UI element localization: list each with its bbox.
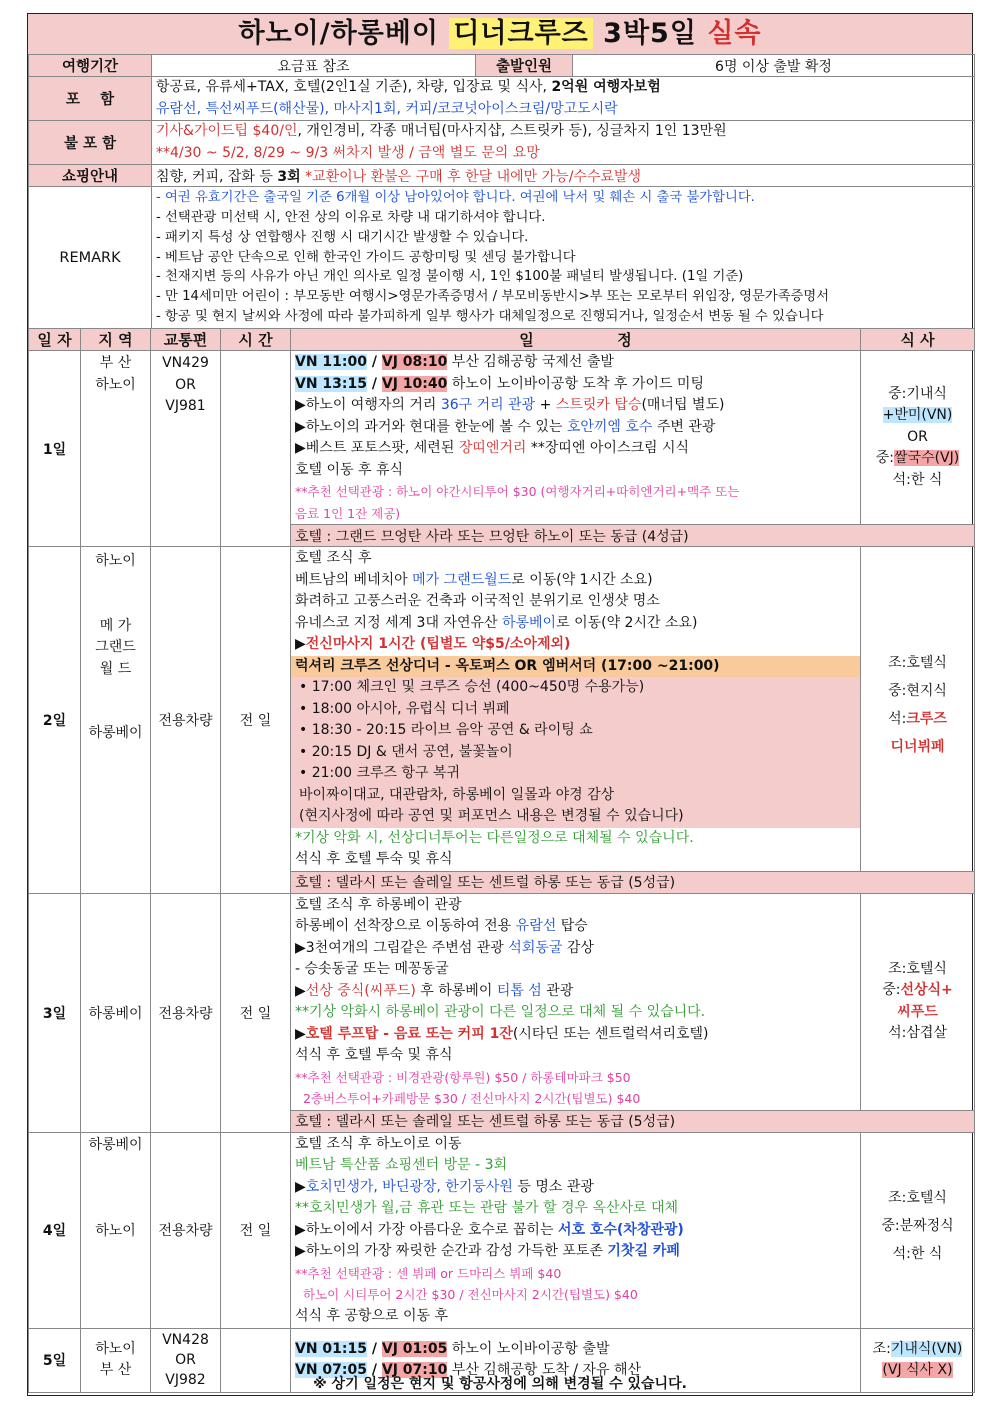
day1-line2-text: 하노이 노이바이공항 도착 후 가이드 미팅 [447, 375, 704, 392]
meal: 중:현지식 [888, 682, 947, 699]
t: 전신마사지 1시간 (팁별도 약$5/소아제외) [305, 636, 571, 652]
region: 부 산 [99, 1362, 132, 1378]
meal: 석:한 식 [892, 471, 943, 488]
region: 하노이 [95, 1222, 136, 1239]
meal: 중: [882, 982, 901, 998]
day3-row [29, 893, 975, 1110]
t: **기상 악화시 하롱베이 관광이 다른 일정으로 대체 될 수 있습니다. [295, 1004, 706, 1020]
t: 하롱베이 선착장으로 이동하여 전용 [295, 918, 516, 934]
region: 하롱베이 [88, 725, 143, 741]
sep: / [367, 1340, 382, 1357]
t: • 18:30 - 20:15 라이브 음악 공연 & 라이팅 쇼 [299, 722, 593, 738]
day5-vj-dep: VJ 01:05 [381, 1340, 448, 1357]
day2-transport: 전용차량 [151, 547, 221, 894]
day1-vj-dep: VJ 08:10 [381, 354, 448, 370]
day4-meal [861, 1132, 975, 1328]
exclude-line1b: , 개인경비, 각종 매너팁(마사지샵, 스트릿카 등), 싱글차지 1인 13만원 [297, 123, 727, 139]
t: 선상 중식(씨푸드) [305, 982, 416, 999]
meal: 디너뷔페 [890, 738, 945, 755]
shop-c: *교환이나 환불은 구매 후 한달 내에만 가능/수수료발생 [300, 168, 642, 185]
t: 하롱베이 [501, 614, 557, 631]
footer-note: ※ 상기 일정은 현지 및 항공사정에 의해 변경될 수 있습니다. [313, 1376, 687, 1392]
day3-hotel: 호텔 : 델라시 또는 솔레일 또는 센트럴 하롱 또는 동급 (5성급) [291, 1110, 975, 1132]
meal: 조: [872, 1340, 891, 1357]
sep: / [367, 354, 382, 370]
t: 관광 [541, 982, 574, 999]
day3-time: 전 일 [221, 893, 291, 1132]
meal: 조:호텔식 [888, 1190, 947, 1206]
day3-schedule [291, 893, 861, 1110]
info-table [28, 54, 975, 329]
day3-transport: 전용차량 [151, 893, 221, 1132]
day3-label: 3일 [29, 893, 81, 1132]
t: 36구 거리 관광 [440, 397, 536, 413]
title-part2: 3박5일 [592, 18, 708, 49]
t: 석식 후 공항으로 이동 후 [295, 1307, 449, 1324]
day4-label: 4일 [29, 1132, 81, 1328]
day2-row [29, 547, 975, 872]
period-label: 여행기간 [29, 55, 152, 77]
header-time: 시 간 [221, 329, 291, 351]
remark-label: REMARK [29, 187, 152, 329]
t: ▶하노이 여행자의 거리 [295, 397, 441, 413]
t: 호텔 루프탑 - 음료 또는 커피 1잔 [305, 1025, 513, 1042]
day2-hotel: 호텔 : 델라시 또는 솔레일 또는 센트럴 하롱 또는 동급 (5성급) [291, 871, 975, 893]
day1-region1: 부 산 [99, 355, 132, 371]
t: 감상 [562, 939, 594, 956]
t: 베트남 특산품 쇼핑센터 방문 - 3회 [295, 1157, 508, 1173]
sep: / [367, 375, 382, 392]
t: ▶베스트 포토스팟, 세련된 [295, 440, 459, 456]
day1-label: 1일 [29, 351, 81, 547]
meal: 선상식+ [900, 982, 953, 998]
include-line1b: 2억원 여행자보험 [551, 79, 661, 95]
meal: 중: [875, 450, 895, 467]
day4-transport: 전용차량 [151, 1132, 221, 1328]
header-day: 일 자 [29, 329, 81, 351]
day1-vn-arr: VN 13:15 [295, 375, 367, 392]
t: 메가 그랜드월드 [412, 571, 512, 588]
meal: 크루즈 [906, 710, 947, 727]
day2-label: 2일 [29, 547, 81, 894]
region: 메 가 [99, 617, 132, 634]
meal: 석:삼겹살 [888, 1025, 947, 1041]
day4-region [81, 1132, 151, 1328]
day3-region: 하롱베이 [81, 893, 151, 1132]
t: ▶ [295, 1178, 306, 1195]
t: 티톱 섬 [496, 982, 542, 999]
title-part1: 하노이/하롱베이 [238, 18, 450, 49]
t: **장띠엔 아이스크림 시식 [526, 440, 690, 456]
day2-cruise-title: 럭셔리 크루즈 선상디너 - 옥토퍼스 OR 엠버서더 (17:00 ~21:00) [291, 656, 860, 678]
t: 후 하롱베이 [415, 982, 497, 999]
remark-list [152, 187, 975, 329]
t: 호안끼엠 호수 [566, 418, 653, 435]
meal: 기내식(VN) [890, 1340, 963, 1357]
include-value [152, 77, 975, 121]
remark-item: - 패키지 특성 상 연합행사 진행 시 대기시간 발생할 수 있습니다. [156, 229, 529, 245]
t: 호텔 조식 후 하노이로 이동 [295, 1135, 462, 1152]
title-highlight: 디너크루즈 [449, 18, 592, 49]
t: 부산 김해공항 도착 / 자유 해산 [447, 1362, 642, 1378]
day5-vn-arr: VN 07:05 [295, 1362, 367, 1378]
day1-time [221, 351, 291, 547]
t: ▶하노이의 가장 짜릿한 순간과 감성 가득한 포토존 [295, 1243, 608, 1259]
day1-row [29, 351, 975, 525]
day2-region [81, 547, 151, 894]
day1-line6: 호텔 이동 후 휴식 [295, 461, 404, 478]
flight: VN428 [162, 1332, 209, 1348]
t: - 승솟동굴 또는 메꽁동굴 [295, 961, 449, 977]
shop-label: 쇼핑안내 [29, 165, 152, 187]
t: 유네스코 지정 세계 3대 자연유산 [295, 614, 502, 631]
day4-schedule [291, 1132, 861, 1328]
header-transport: 교통편 [151, 329, 221, 351]
region: 월 드 [99, 660, 132, 677]
exclude-value [152, 121, 975, 165]
t: 기찻길 카페 [607, 1243, 680, 1259]
day4-row [29, 1132, 975, 1328]
t: • 21:00 크루즈 항구 복귀 [299, 765, 461, 781]
t: 하노이 노이바이공항 출발 [447, 1340, 610, 1357]
shop-b: 3회 [277, 168, 301, 185]
day1-region2: 하노이 [95, 376, 136, 393]
day1-region [81, 351, 151, 547]
meal: 쌀국수(VJ) [894, 450, 960, 467]
remark-item: - 베트남 공안 단속으로 인해 한국인 가이드 공항미팅 및 센딩 불가합니다 [156, 249, 576, 265]
t: ▶3천여개의 그림같은 주변섬 관광 [295, 939, 509, 956]
page-title [28, 14, 972, 55]
header-schedule: 일 정 [291, 329, 861, 351]
day1-meal [861, 351, 975, 525]
t: 로 이동(약 2시간 소요) [556, 614, 698, 631]
t: ▶ [295, 636, 306, 652]
day1-flight2: VJ981 [165, 398, 206, 414]
t: 호텔 조식 후 [295, 550, 372, 566]
t: (현지사정에 따라 공연 및 퍼포먼스 내용은 변경될 수 있습니다) [299, 808, 684, 824]
day1-option: **추천 선택관광 : 하노이 야간시티투어 $30 (여행자거리+따히엔거리+맥주 또는 [295, 484, 740, 499]
pax-label: 출발인원 [476, 55, 573, 77]
day2-meal [861, 547, 975, 872]
pax-value: 6명 이상 출발 확정 [573, 55, 975, 77]
meal: 조:호텔식 [888, 654, 947, 671]
day5-label: 5일 [29, 1328, 81, 1392]
day1-schedule [291, 351, 861, 525]
t: 석식 후 호텔 투숙 및 휴식 [295, 1047, 453, 1063]
t: • 17:00 체크인 및 크루즈 승선 (400~450명 수용가능) [299, 679, 645, 695]
exclude-line2: **4/30 ~ 5/2, 8/29 ~ 9/3 써차지 발생 / 금액 별도 문의 요망 [156, 144, 540, 161]
meal: (VJ 식사 X) [882, 1362, 953, 1378]
t: *기상 악화 시, 선상디너투어는 다른일정으로 대체될 수 있습니다. [295, 829, 694, 846]
t: 바이짜이대교, 대관람차, 하롱베이 일몰과 야경 감상 [299, 786, 615, 803]
t: ▶ [295, 1025, 306, 1042]
meal: +반미(VN) [882, 407, 953, 424]
include-line2: 유람선, 특선씨푸드(해산물), 마사지1회, 커피/코코넛아이스크림/망고도시락 [156, 100, 618, 117]
region: 하노이 [95, 1340, 136, 1357]
day1-transport [151, 351, 221, 547]
day2-schedule [291, 547, 861, 872]
t: 서호 호수(차창관광) [557, 1221, 684, 1238]
remark-item: - 선택관광 미선택 시, 안전 상의 이유로 차량 내 대기하셔야 합니다. [156, 210, 546, 225]
t: 베트남의 베네치아 [295, 571, 413, 588]
day1-line1-text: 부산 김해공항 국제선 출발 [447, 354, 614, 370]
t: 스트릿카 탑승 [555, 397, 642, 413]
t: + [535, 397, 556, 413]
meal: 석: [888, 710, 907, 727]
t: 등 명소 관광 [512, 1178, 594, 1195]
t: **호치민생가 월,금 휴관 또는 관람 불가 할 경우 옥산사로 대체 [295, 1200, 679, 1216]
meal: OR [907, 428, 928, 445]
remark-item: - 만 14세미만 어린이 : 부모동반 여행시>영문가족증명서 / 부모비동반시>부 또는 모로부터 위임장, 영문가족증명서 [156, 289, 830, 305]
include-label-text: 포 함 [65, 92, 115, 108]
exclude-label: 불 포 함 [29, 121, 152, 165]
day4-option: **추천 선택관광 : 센 뷔페 or 드마리스 뷔페 $40 [295, 1265, 562, 1281]
t: (시타딘 또는 센트럴럭셔리호텔) [512, 1025, 709, 1042]
day1-vj-arr: VJ 10:40 [381, 375, 448, 392]
day1-vn-dep: VN 11:00 [295, 354, 367, 370]
t: 호치민생가, 바딘광장, 한기둥사원 [305, 1178, 513, 1195]
title-part3: 실속 [707, 18, 762, 49]
schedule-table [28, 328, 975, 1393]
t: ▶하노이의 과거와 현대를 한눈에 볼 수 있는 [295, 418, 567, 435]
t: 장띠엔거리 [458, 440, 527, 456]
meal: 씨푸드 [897, 1003, 938, 1020]
t: ▶ [295, 982, 306, 999]
t: • 18:00 아시아, 유럽식 디너 뷔페 [299, 700, 510, 717]
t: 로 이동(약 1시간 소요) [511, 571, 653, 588]
t: 화려하고 고풍스러운 건축과 이국적인 분위기로 인생샷 명소 [295, 593, 660, 609]
region: 그랜드 [95, 639, 136, 655]
remark-item: - 여권 유효기간은 출국일 기준 6개월 이상 남아있어야 합니다. 여권에 낙서 및 훼손 시 출국 불가합니다. [156, 190, 755, 206]
exclude-line1a: 기사&가이드팁 $40/인 [156, 123, 298, 139]
day5-vn-dep: VN 01:15 [295, 1340, 367, 1357]
t: • 20:15 DJ & 댄서 공연, 불꽃놀이 [299, 743, 513, 760]
day3-option2: 2층버스투어+카페방문 $30 / 전신마사지 2시간(팁별도) $40 [295, 1091, 641, 1106]
header-meal: 식 사 [861, 329, 975, 351]
region: 하롱베이 [88, 1136, 143, 1153]
day1-hotel: 호텔 : 그랜드 므엉탄 사라 또는 므엉탄 하노이 또는 동급 (4성급) [291, 525, 975, 547]
day4-option2: 하노이 시티투어 2시간 $30 / 전신마사지 2시간(팁별도) $40 [295, 1287, 638, 1302]
t: 주변 관광 [652, 418, 716, 435]
itinerary-sheet [27, 13, 973, 1396]
t: 유람선 [515, 918, 557, 934]
day1-flight-or: OR [175, 376, 196, 393]
meal: 중:분짜정식 [881, 1218, 954, 1234]
t: 탑승 [556, 918, 588, 934]
meal: 조:호텔식 [888, 960, 947, 977]
day4-time: 전 일 [221, 1132, 291, 1328]
flight: VJ982 [165, 1372, 206, 1388]
shop-a: 침향, 커피, 잡화 등 [156, 168, 278, 185]
day5-vj-arr: VJ 07:10 [381, 1362, 448, 1378]
remark-item: - 천재지변 등의 사유가 아닌 개인 의사로 일정 불이행 시, 1인 $100불 패널티 발생됩니다. (1일 기준) [156, 269, 744, 285]
t: 석식 후 호텔 투숙 및 휴식 [295, 851, 453, 867]
day3-option: **추천 선택관광 : 비경관광(항루원) $50 / 하롱테마파크 $50 [295, 1069, 631, 1085]
include-line1a: 항공료, 유류세+TAX, 호텔(2인1실 기준), 차량, 입장료 및 식사, [156, 79, 552, 95]
shop-value [152, 165, 975, 187]
day1-option2: 음료 1인 1잔 제공) [295, 505, 401, 521]
day3-meal [861, 893, 975, 1110]
t: ▶하노이에서 가장 아름다운 호수로 꼽히는 [295, 1221, 558, 1238]
t: 석회동굴 [508, 939, 563, 956]
region: 하노이 [95, 553, 136, 569]
header-region: 지 역 [81, 329, 151, 351]
sep: / [367, 1362, 382, 1378]
day2-time: 전 일 [221, 547, 291, 894]
t: (매너팁 별도) [641, 397, 725, 413]
day1-flight1: VN429 [162, 355, 209, 371]
flight: OR [175, 1352, 196, 1368]
remark-item: - 항공 및 현지 날씨와 사정에 따라 불가피하게 일부 행사가 대체일정으로 진행되거나, 일정순서 변동 될 수 있습니다 [156, 308, 824, 324]
meal: 석:한 식 [892, 1246, 943, 1262]
period-value: 요금표 참조 [152, 55, 476, 77]
meal: 중:기내식 [888, 385, 947, 402]
t: 호텔 조식 후 하롱베이 관광 [295, 896, 462, 913]
include-label [29, 77, 152, 121]
